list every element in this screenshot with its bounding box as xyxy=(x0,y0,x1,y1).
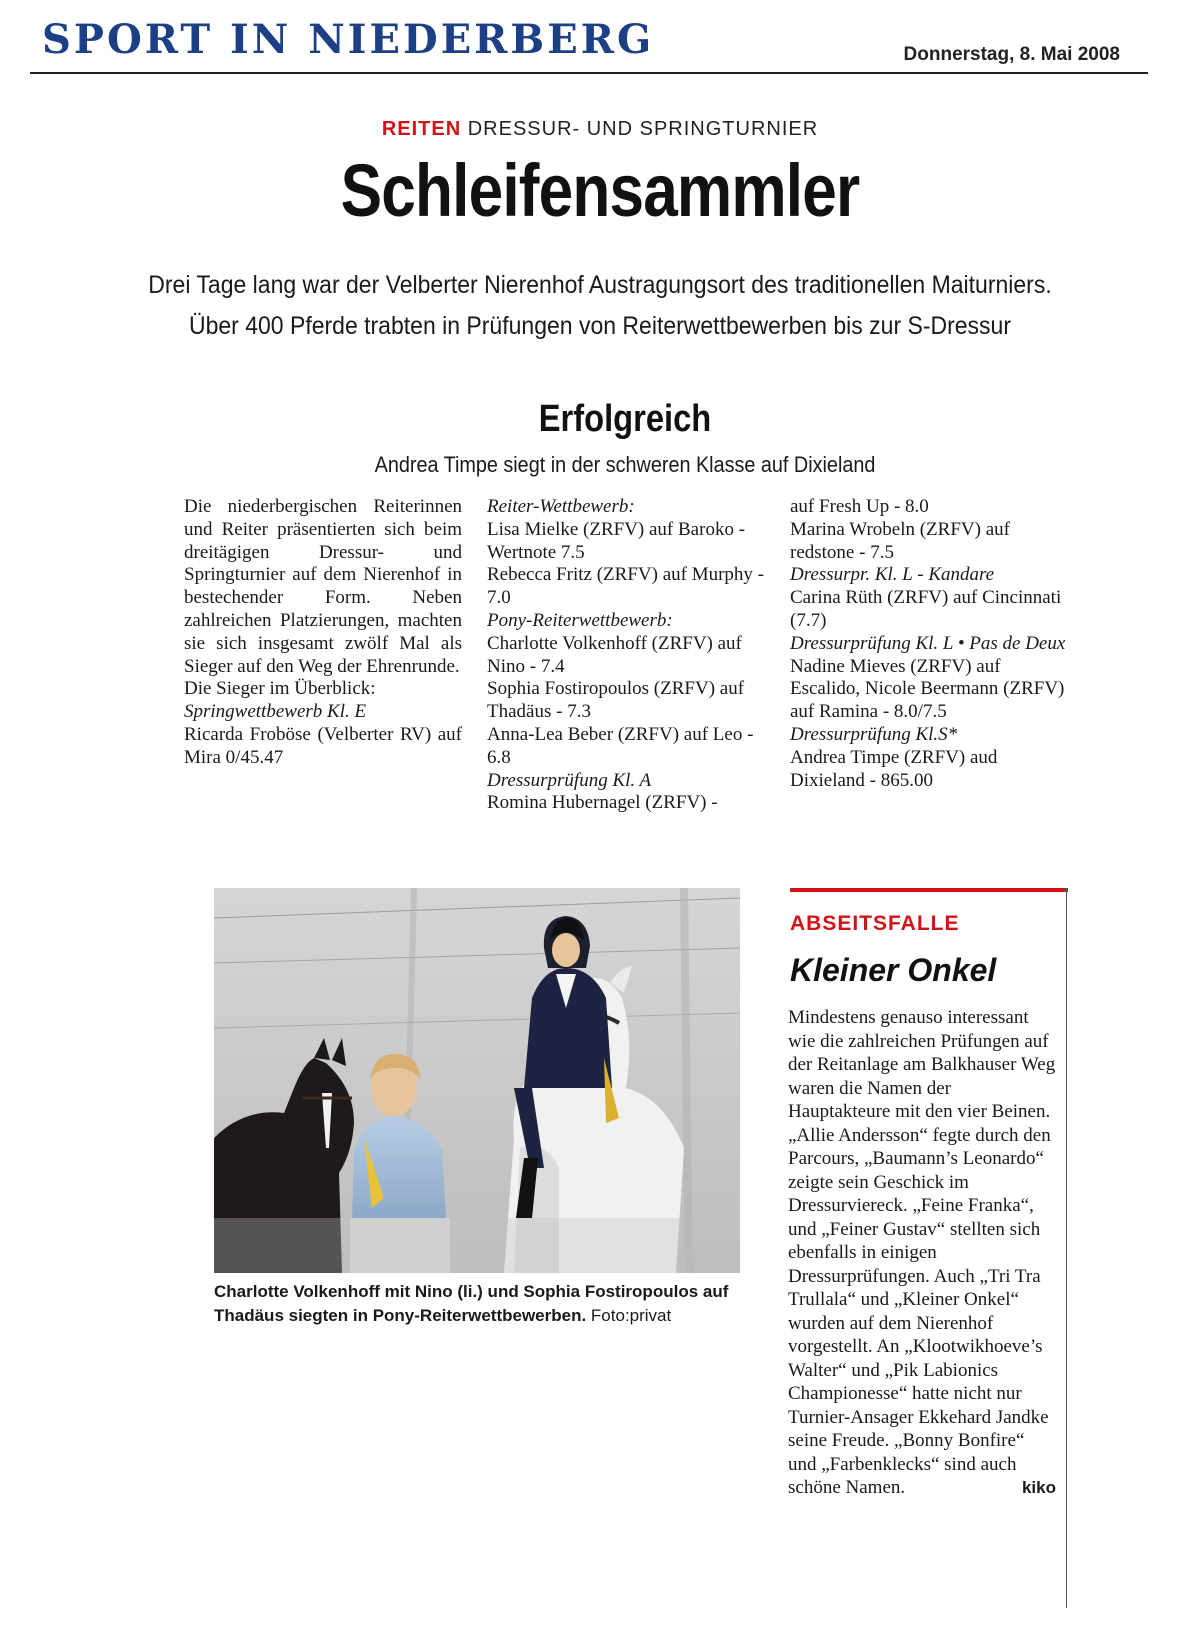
sidebar-body xyxy=(788,1006,1056,1500)
result-entry: Carina Rüth (ZRFV) auf Cincinnati (7.7) xyxy=(790,587,1062,631)
sidebar-right-rule xyxy=(1066,888,1067,1608)
photo-illustration xyxy=(214,888,740,1273)
result-entry: Charlotte Volkenhoff (ZRFV) auf Nino - 7.4 xyxy=(487,632,742,677)
text-column-2 xyxy=(487,496,765,815)
masthead-rule xyxy=(30,72,1148,74)
category-label: Dressurprüfung Kl.S* xyxy=(790,723,958,745)
result-entry: auf Fresh Up - 8.0 xyxy=(790,496,929,517)
text-column-3 xyxy=(790,496,1068,792)
article-headline: Schleifensammler xyxy=(340,149,860,232)
result-entry: Anna-Lea Beber (ZRFV) auf Leo - 6.8 xyxy=(487,723,754,768)
category-label: Dressurprüfung Kl. L • Pas de Deux xyxy=(790,632,1066,654)
publication-date: Donnerstag, 8. Mai 2008 xyxy=(903,44,1120,65)
text-column-1 xyxy=(184,496,462,770)
category-label: Reiter-Wettbewerb: xyxy=(487,496,635,517)
category-label: Pony-Reiterwettbewerb: xyxy=(487,609,673,631)
result-entry: Sophia Fostiropoulos (ZRFV) auf Thadäus - 7.3 xyxy=(487,678,745,723)
sidebar-top-rule xyxy=(790,888,1068,892)
article-deck xyxy=(85,265,1115,347)
sidebar-text: Mindestens genauso interessant wie die zahlreichen Prüfungen auf der Reitanlage am Balkhauser Weg waren die Namen der Hauptakteure mit den vier Beinen. „Allie Andersson“ fegte durch den Parcours, „Baumann’s Leonardo“ zeigte sein Geschick im Dressurviereck. „Feine Franka“, und „Feiner Gustav“ stellten sich ebenfalls in einigen Dressurprüfungen. Auch „Tri Tra Trullala“ und „Kleiner Onkel“ wurden auf dem Nierenhof vorgestellt. An „Klootwikhoeve’s Walter“ und „Pik Labionics Championesse“ hatte nicht nur Turnier-Ansager Ekkehard Jandke seine Freude. „Bonny Bonfire“ und „Farbenklecks“ sind auch schöne Namen. xyxy=(788,1007,1056,1498)
result-entry: Ricarda Froböse (Velberter RV) auf Mira 0/45.47 xyxy=(184,723,462,768)
result-entry: Nadine Mieves (ZRFV) auf Escalido, Nicole Beermann (ZRFV) auf Ramina - 8.0/7.5 xyxy=(790,655,1065,723)
result-entry: Rebecca Fritz (ZRFV) auf Murphy - 7.0 xyxy=(487,564,765,609)
masthead-title: SPORT IN NIEDERBERG xyxy=(42,16,655,63)
intro-paragraph: Die niederbergischen Reiterinnen und Reiter präsentierten sich beim dreitägigen Dressur- und Springturnier auf dem Nierenhof in bestechender Form. Neben zahlreichen Platzierungen, machten sie sich insgesamt zwölf Mal als Sieger auf den Weg der Ehrenrunde. xyxy=(184,496,462,677)
winners-overview-label: Die Sieger im Überblick: xyxy=(184,678,376,700)
sidebar-title: Kleiner Onkel xyxy=(790,952,997,988)
deck-line-2: Über 400 Pferde trabten in Prüfungen von Reiterwettbewerben bis zur S-Dressur xyxy=(188,312,1012,340)
category-label: Springwettbewerb Kl. E xyxy=(184,701,367,723)
sidebar-kicker: ABSEITSFALLE xyxy=(790,912,960,935)
caption-text: Charlotte Volkenhoff mit Nino (li.) und Sophia Fostiropoulos auf Thadäus siegten in Pony-Reiterwettbewerben. xyxy=(214,1282,729,1325)
result-entry: Romina Hubernagel (ZRFV) - xyxy=(487,792,718,814)
kicker-topic: DRESSUR- UND SPRINGTURNIER xyxy=(467,118,819,140)
photo-caption xyxy=(214,1280,754,1328)
sidebar-author: kiko xyxy=(1021,1478,1056,1497)
result-entry: Lisa Mielke (ZRFV) auf Baroko - Wertnote 7.5 xyxy=(487,518,746,563)
result-entry: Marina Wrobeln (ZRFV) auf redstone - 7.5 xyxy=(790,518,1010,563)
article-photo xyxy=(214,888,740,1273)
photo-credit: Foto:privat xyxy=(590,1306,672,1325)
category-label: Dressurprüfung Kl. A xyxy=(487,769,652,791)
sub-deck: Andrea Timpe siegt in der schweren Klasse auf Dixieland xyxy=(374,452,876,477)
article-kicker xyxy=(0,118,1200,141)
kicker-sport: REITEN xyxy=(381,118,462,140)
result-entry: Andrea Timpe (ZRFV) aud Dixieland - 865.00 xyxy=(790,746,998,791)
sub-headline: Erfolgreich xyxy=(538,398,712,440)
deck-line-1: Drei Tage lang war der Velberter Nierenhof Austragungsort des traditionellen Maiturniers. xyxy=(148,271,1052,299)
category-label: Dressurpr. Kl. L - Kandare xyxy=(790,564,995,586)
